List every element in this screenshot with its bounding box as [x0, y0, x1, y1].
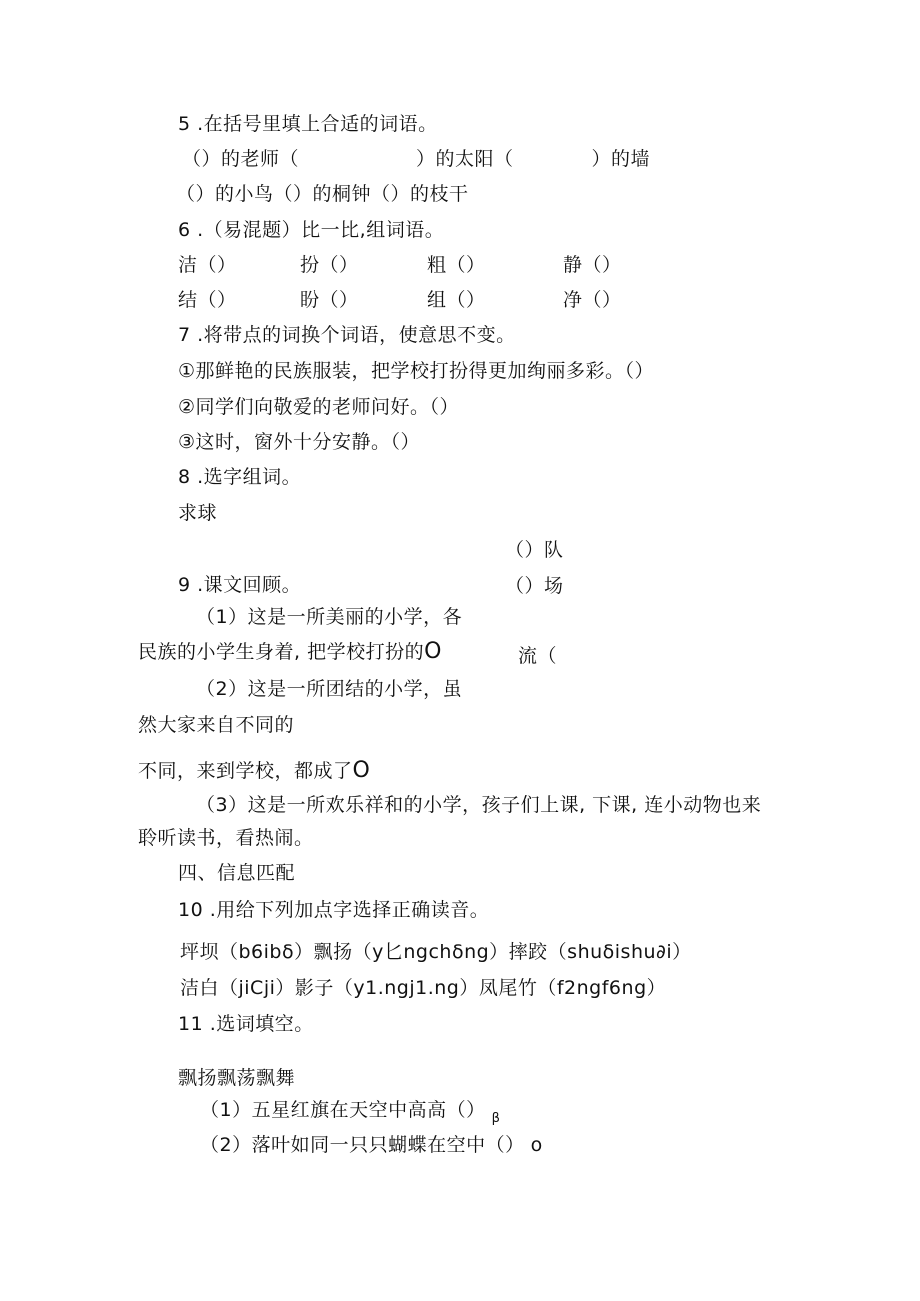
section-4-heading: 四、信息匹配 — [178, 862, 296, 884]
q9-p1-line-b: 民族的小学生身着, 把学校打扮的O — [138, 639, 442, 664]
q10-title: 10 .用给下列加点字选择正确读音。 — [178, 899, 490, 921]
q7-sentence-2: ②同学们向敬爱的老师问好。（） — [178, 396, 460, 418]
q11-word-choices: 飘扬飘荡飘舞 — [178, 1067, 296, 1089]
q11-title: 11 .选词填空。 — [178, 1013, 314, 1035]
q9-title: 9 .课文回顾。 — [178, 574, 302, 596]
q10-line-1: 坪坝（b6ibδ）飘扬（y匕ngchδng）摔跤（shuδishu∂i） — [180, 941, 692, 963]
q7-title: 7 .将带点的词换个词语，使意思不变。 — [178, 324, 516, 346]
q6-row2-item: 盼（） — [300, 289, 359, 311]
q7-sentence-1: ①那鲜艳的民族服装，把学校打扮得更加绚丽多彩。（） — [178, 360, 655, 382]
q11-s1-end-mark: β — [491, 1111, 501, 1126]
q9-p1-blank-mark: O — [424, 639, 442, 664]
q5-title: 5 .在括号里填上合适的词语。 — [178, 113, 438, 135]
q9-p3-line-a: （3）这是一所欢乐祥和的小学，孩子们上课, 下课, 连小动物也来 — [196, 794, 762, 816]
q6-row1-item: 洁（） — [178, 254, 237, 276]
q6-row2-item: 组（） — [427, 289, 486, 311]
q6-row2-item: 结（） — [178, 289, 237, 311]
q8-chars: 求球 — [178, 502, 218, 524]
q11-sentence-1: （1）五星红旗在天空中高高（） $_\beta$ — [200, 1099, 501, 1126]
q11-sentence-2: （2）落叶如同一只只蝴蝶在空中（） o — [200, 1134, 543, 1156]
q8-option-2: （）场 — [505, 575, 564, 597]
q7-sentence-3: ③这时，窗外十分安静。（） — [178, 431, 421, 453]
q8-option-1: （）队 — [505, 539, 564, 561]
q9-p3-line-b: 聆听读书，看热闹。 — [138, 827, 314, 849]
q5-line-2: （）的小鸟（）的桐钟（）的枝干 — [176, 183, 469, 205]
q8-title: 8 .选字组词。 — [178, 466, 302, 488]
q11-s2-end-mark: o — [530, 1134, 543, 1156]
q9-p2-line-a: （2）这是一所团结的小学，虽 — [196, 678, 463, 700]
q6-title: 6 .（易混题）比一比,组词语。 — [178, 219, 445, 241]
q9-p2-line-b: 然大家来自不同的 — [138, 714, 295, 736]
q6-row1-item: 静（） — [563, 254, 622, 276]
q9-p2-blank-mark: O — [352, 758, 371, 783]
q8-option-3: 流（ — [518, 645, 558, 667]
q9-p2-line-c: 不同，来到学校，都成了O — [138, 758, 371, 783]
q9-p1-line-a: （1）这是一所美丽的小学，各 — [196, 606, 463, 628]
q5-line-1: （）的老师（ ）的太阳（ ）的墙 — [182, 148, 651, 170]
q10-line-2: 洁白（jiCji）影子（y1.ngj1.ng）凤尾竹（f2ngf6ng） — [180, 977, 667, 999]
q6-row1-item: 粗（） — [427, 254, 486, 276]
q6-row2-item: 净（） — [563, 289, 622, 311]
q6-row1-item: 扮（） — [300, 254, 359, 276]
